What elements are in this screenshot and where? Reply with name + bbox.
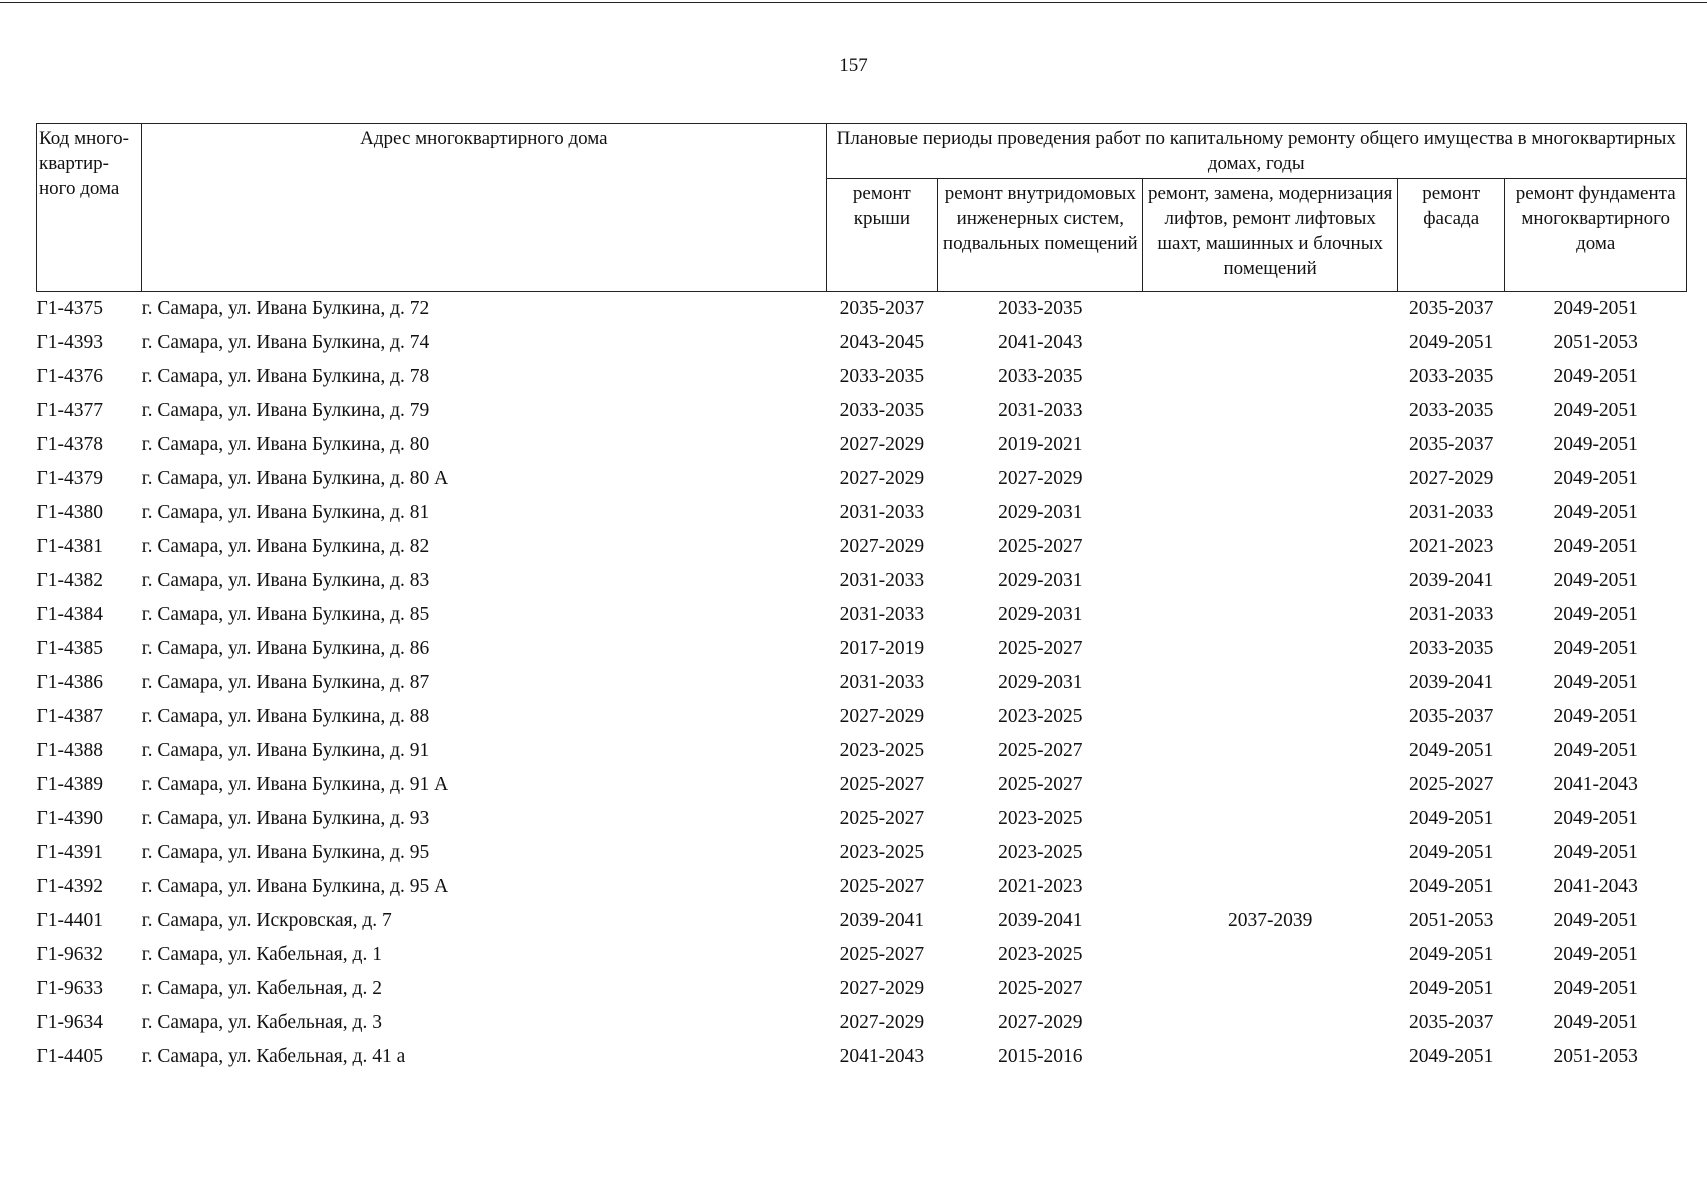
cell-facade: 2025-2027 [1408, 774, 1494, 795]
cell-address: г. Самара, ул. Ивана Булкина, д. 91 А [141, 774, 449, 795]
cell-engineering: 2015-2016 [998, 1046, 1083, 1067]
cell-foundation: 2049-2051 [1553, 536, 1638, 557]
table-row [37, 564, 1687, 598]
cell-facade: 2049-2051 [1408, 842, 1494, 863]
cell-address: г. Самара, ул. Ивана Булкина, д. 74 [141, 332, 430, 353]
cell-address: г. Самара, ул. Ивана Булкина, д. 91 [141, 740, 430, 761]
cell-roof: 2033-2035 [839, 400, 925, 421]
cell-engineering: 2023-2025 [998, 944, 1083, 965]
cell-address: г. Самара, ул. Искровская, д. 7 [141, 910, 392, 931]
header-roof: ремонт крыши [826, 179, 938, 292]
cell-code: Г1-4390 [36, 808, 104, 829]
table-row [37, 326, 1687, 360]
table-row [37, 666, 1687, 700]
table-row [37, 768, 1687, 802]
header-engineering: ремонт внутридомовых инженерных систем, подвальных помещений [938, 179, 1143, 292]
cell-address: г. Самара, ул. Кабельная, д. 2 [141, 978, 382, 999]
table-row [37, 632, 1687, 666]
cell-roof: 2027-2029 [839, 468, 925, 489]
cell-engineering: 2029-2031 [998, 502, 1083, 523]
cell-address: г. Самара, ул. Ивана Булкина, д. 86 [141, 638, 430, 659]
cell-roof: 2039-2041 [839, 910, 925, 931]
header-facade: ремонт фасада [1397, 179, 1504, 292]
cell-foundation: 2049-2051 [1553, 1012, 1638, 1033]
cell-foundation: 2041-2043 [1553, 876, 1638, 897]
cell-code: Г1-4391 [36, 842, 104, 863]
cell-facade: 2039-2041 [1408, 672, 1494, 693]
cell-foundation: 2041-2043 [1553, 774, 1638, 795]
cell-code: Г1-4378 [36, 434, 104, 455]
cell-elevators [1143, 632, 1398, 666]
table-row [37, 1006, 1687, 1040]
cell-elevators [1143, 938, 1398, 972]
table-row [37, 802, 1687, 836]
cell-elevators [1143, 768, 1398, 802]
cell-engineering: 2025-2027 [998, 774, 1083, 795]
cell-roof: 2041-2043 [839, 1046, 925, 1067]
cell-engineering: 2041-2043 [998, 332, 1083, 353]
cell-roof: 2027-2029 [839, 978, 925, 999]
table-row [37, 938, 1687, 972]
cell-roof: 2031-2033 [839, 502, 925, 523]
cell-engineering: 2029-2031 [998, 604, 1083, 625]
cell-foundation: 2049-2051 [1553, 910, 1638, 931]
cell-engineering: 2023-2025 [998, 842, 1083, 863]
cell-facade: 2021-2023 [1408, 536, 1494, 557]
cell-foundation: 2049-2051 [1553, 468, 1638, 489]
header-periods-group: Плановые периоды проведения работ по капитальному ремонту общего имущества в многоквартирных домах, годы [826, 124, 1686, 179]
cell-facade: 2049-2051 [1408, 808, 1494, 829]
page-number: 157 [839, 55, 868, 76]
cell-address: г. Самара, ул. Ивана Булкина, д. 79 [141, 400, 430, 421]
cell-foundation: 2049-2051 [1553, 842, 1638, 863]
cell-foundation: 2049-2051 [1553, 672, 1638, 693]
cell-roof: 2025-2027 [839, 944, 925, 965]
cell-engineering: 2023-2025 [998, 808, 1083, 829]
cell-roof: 2031-2033 [839, 570, 925, 591]
cell-elevators [1143, 326, 1398, 360]
cell-code: Г1-9634 [36, 1012, 104, 1033]
cell-engineering: 2033-2035 [998, 298, 1083, 319]
table-row [37, 496, 1687, 530]
cell-facade: 2033-2035 [1408, 366, 1494, 387]
header-address: Адрес многоквартирного дома [142, 124, 826, 292]
cell-foundation: 2049-2051 [1553, 570, 1638, 591]
cell-elevators [1143, 734, 1398, 768]
cell-foundation: 2049-2051 [1553, 638, 1638, 659]
cell-code: Г1-4381 [36, 536, 104, 557]
cell-foundation: 2049-2051 [1553, 604, 1638, 625]
cell-engineering: 2025-2027 [998, 638, 1083, 659]
cell-code: Г1-4385 [36, 638, 104, 659]
header-code: Код много-квартир-ного дома [37, 124, 142, 292]
cell-address: г. Самара, ул. Кабельная, д. 3 [141, 1012, 382, 1033]
table-row [37, 836, 1687, 870]
table-row [37, 870, 1687, 904]
cell-code: Г1-4388 [36, 740, 104, 761]
cell-code: Г1-4392 [36, 876, 104, 897]
cell-elevators [1143, 292, 1398, 327]
cell-roof: 2031-2033 [839, 604, 925, 625]
cell-engineering: 2025-2027 [998, 536, 1083, 557]
cell-engineering: 2025-2027 [998, 978, 1083, 999]
cell-address: г. Самара, ул. Ивана Булкина, д. 95 [141, 842, 430, 863]
table-row [37, 700, 1687, 734]
cell-engineering: 2027-2029 [998, 1012, 1083, 1033]
cell-facade: 2051-2053 [1408, 910, 1494, 931]
table-row [37, 734, 1687, 768]
cell-address: г. Самара, ул. Ивана Булкина, д. 93 [141, 808, 430, 829]
cell-address: г. Самара, ул. Ивана Булкина, д. 78 [141, 366, 430, 387]
cell-elevators [1143, 836, 1398, 870]
cell-roof: 2017-2019 [839, 638, 925, 659]
header-foundation: ремонт фундамента многоквартирного дома [1505, 179, 1687, 292]
cell-elevators [1143, 802, 1398, 836]
table-row [37, 462, 1687, 496]
cell-elevators [1143, 360, 1398, 394]
cell-elevators [1143, 428, 1398, 462]
cell-engineering: 2029-2031 [998, 672, 1083, 693]
cell-facade: 2033-2035 [1408, 638, 1494, 659]
cell-elevators [1143, 700, 1398, 734]
cell-address: г. Самара, ул. Ивана Булкина, д. 87 [141, 672, 430, 693]
cell-facade: 2031-2033 [1408, 604, 1494, 625]
cell-code: Г1-4405 [36, 1046, 104, 1067]
cell-code: Г1-4387 [36, 706, 104, 727]
cell-address: г. Самара, ул. Ивана Булкина, д. 83 [141, 570, 430, 591]
cell-elevators [1143, 1040, 1398, 1074]
cell-roof: 2025-2027 [839, 808, 925, 829]
cell-elevators [1143, 598, 1398, 632]
cell-roof: 2027-2029 [839, 706, 925, 727]
cell-code: Г1-4375 [36, 298, 104, 319]
cell-engineering: 2031-2033 [998, 400, 1083, 421]
cell-facade: 2031-2033 [1408, 502, 1494, 523]
table-row [37, 360, 1687, 394]
header-elevators: ремонт, замена, модернизация лифтов, ремонт лифтовых шахт, машинных и блочных помещений [1143, 179, 1398, 292]
cell-address: г. Самара, ул. Ивана Булкина, д. 72 [141, 298, 430, 319]
cell-elevators [1143, 870, 1398, 904]
cell-elevators [1143, 1006, 1398, 1040]
cell-foundation: 2049-2051 [1553, 808, 1638, 829]
cell-foundation: 2051-2053 [1553, 1046, 1638, 1067]
cell-code: Г1-4382 [36, 570, 104, 591]
cell-elevators [1143, 530, 1398, 564]
cell-roof: 2023-2025 [839, 842, 925, 863]
table-row [37, 904, 1687, 938]
cell-foundation: 2049-2051 [1553, 978, 1638, 999]
cell-address: г. Самара, ул. Ивана Булкина, д. 88 [141, 706, 430, 727]
cell-code: Г1-4377 [36, 400, 104, 421]
cell-code: Г1-9633 [36, 978, 104, 999]
table-header [37, 124, 1687, 292]
cell-roof: 2035-2037 [839, 298, 925, 319]
cell-facade: 2049-2051 [1408, 740, 1494, 761]
table-row [37, 292, 1687, 327]
cell-code: Г1-4389 [36, 774, 104, 795]
cell-code: Г1-4393 [36, 332, 104, 353]
cell-roof: 2033-2035 [839, 366, 925, 387]
table-row [37, 530, 1687, 564]
cell-code: Г1-4386 [36, 672, 104, 693]
cell-elevators [1143, 462, 1398, 496]
cell-engineering: 2033-2035 [998, 366, 1083, 387]
cell-foundation: 2049-2051 [1553, 366, 1638, 387]
cell-code: Г1-4380 [36, 502, 104, 523]
cell-roof: 2043-2045 [839, 332, 925, 353]
cell-facade: 2049-2051 [1408, 1046, 1494, 1067]
cell-address: г. Самара, ул. Ивана Булкина, д. 95 А [141, 876, 449, 897]
cell-address: г. Самара, ул. Ивана Булкина, д. 80 [141, 434, 430, 455]
cell-elevators [1143, 394, 1398, 428]
cell-engineering: 2039-2041 [998, 910, 1083, 931]
cell-code: Г1-4401 [36, 910, 104, 931]
cell-facade: 2033-2035 [1408, 400, 1494, 421]
cell-code: Г1-4379 [36, 468, 104, 489]
cell-facade: 2039-2041 [1408, 570, 1494, 591]
cell-facade: 2027-2029 [1408, 468, 1494, 489]
cell-foundation: 2049-2051 [1553, 944, 1638, 965]
table-row [37, 972, 1687, 1006]
cell-roof: 2027-2029 [839, 434, 925, 455]
cell-roof: 2031-2033 [839, 672, 925, 693]
cell-facade: 2049-2051 [1408, 876, 1494, 897]
cell-engineering: 2021-2023 [998, 876, 1083, 897]
cell-foundation: 2049-2051 [1553, 740, 1638, 761]
cell-elevators [1143, 496, 1398, 530]
cell-facade: 2049-2051 [1408, 332, 1494, 353]
cell-code: Г1-4376 [36, 366, 104, 387]
cell-facade: 2035-2037 [1408, 1012, 1494, 1033]
cell-roof: 2027-2029 [839, 536, 925, 557]
cell-elevators [1143, 564, 1398, 598]
cell-address: г. Самара, ул. Кабельная, д. 41 а [141, 1046, 406, 1067]
cell-address: г. Самара, ул. Ивана Булкина, д. 82 [141, 536, 430, 557]
cell-address: г. Самара, ул. Ивана Булкина, д. 85 [141, 604, 430, 625]
cell-foundation: 2049-2051 [1553, 706, 1638, 727]
cell-roof: 2025-2027 [839, 774, 925, 795]
cell-foundation: 2049-2051 [1553, 434, 1638, 455]
cell-code: Г1-9632 [36, 944, 104, 965]
cell-roof: 2027-2029 [839, 1012, 925, 1033]
cell-address: г. Самара, ул. Ивана Булкина, д. 81 [141, 502, 430, 523]
top-rule [0, 2, 1707, 3]
cell-facade: 2049-2051 [1408, 944, 1494, 965]
cell-code: Г1-4384 [36, 604, 104, 625]
cell-engineering: 2023-2025 [998, 706, 1083, 727]
cell-elevators [1143, 972, 1398, 1006]
cell-roof: 2023-2025 [839, 740, 925, 761]
table-body [37, 292, 1687, 1075]
cell-foundation: 2051-2053 [1553, 332, 1638, 353]
cell-address: г. Самара, ул. Кабельная, д. 1 [141, 944, 382, 965]
cell-facade: 2049-2051 [1408, 978, 1494, 999]
cell-address: г. Самара, ул. Ивана Булкина, д. 80 А [141, 468, 449, 489]
table-row [37, 598, 1687, 632]
cell-roof: 2025-2027 [839, 876, 925, 897]
cell-foundation: 2049-2051 [1553, 502, 1638, 523]
cell-facade: 2035-2037 [1408, 298, 1494, 319]
table-row [37, 1040, 1687, 1074]
table-row [37, 428, 1687, 462]
cell-foundation: 2049-2051 [1553, 400, 1638, 421]
cell-foundation: 2049-2051 [1553, 298, 1638, 319]
cell-engineering: 2019-2021 [998, 434, 1083, 455]
cell-engineering: 2029-2031 [998, 570, 1083, 591]
cell-engineering: 2027-2029 [998, 468, 1083, 489]
cell-engineering: 2025-2027 [998, 740, 1083, 761]
repair-schedule-table [36, 123, 1687, 1074]
cell-elevators [1143, 666, 1398, 700]
table-row [37, 394, 1687, 428]
cell-facade: 2035-2037 [1408, 434, 1494, 455]
cell-elevators: 2037-2039 [1227, 910, 1313, 931]
cell-facade: 2035-2037 [1408, 706, 1494, 727]
